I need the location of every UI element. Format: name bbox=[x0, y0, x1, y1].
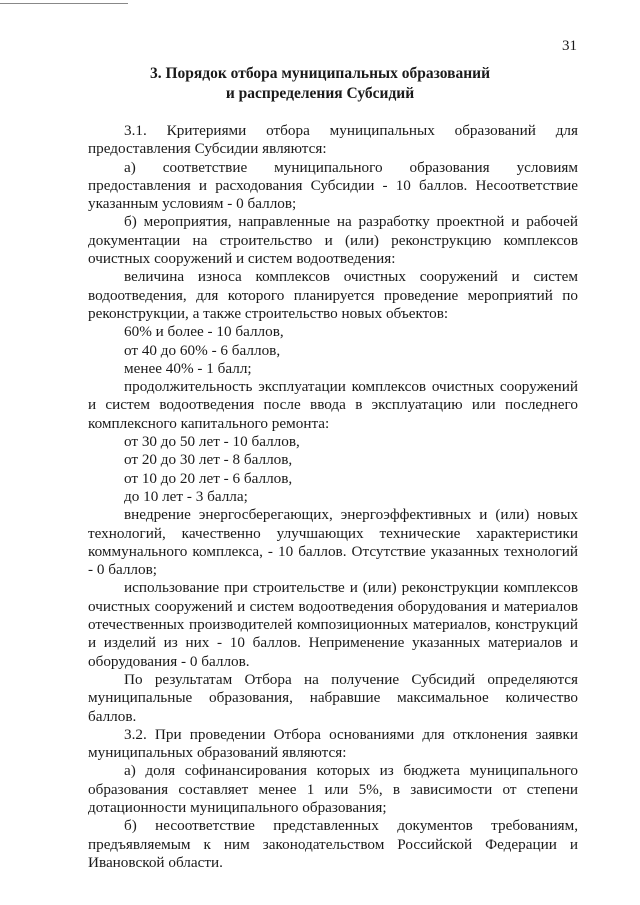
heading-line-2: и распределения Субсидий bbox=[225, 85, 415, 102]
section-heading bbox=[0, 64, 640, 104]
paragraph: 3.1. Критериями отбора муниципальных образований для предоставления Субсидии являются: bbox=[88, 122, 578, 158]
paragraph: По результатам Отбора на получение Субсидий определяются муниципальные образования, набравшие максимальное количество баллов. bbox=[88, 670, 578, 725]
top-rule bbox=[0, 3, 128, 4]
list-item: менее 40% - 1 балл; bbox=[124, 359, 252, 377]
paragraph: а) соответствие муниципального образования условиям предоставления и расходования Субсидии - 10 баллов. Несоответствие указанным условиям - 0 баллов; bbox=[88, 158, 578, 213]
paragraph: б) несоответствие представленных документов требованиям, предъявляемым к ним законодательством Российской Федерации и Ивановской области. bbox=[88, 817, 578, 871]
page-number: 31 bbox=[562, 38, 577, 54]
list-item: от 30 до 50 лет - 10 баллов, bbox=[124, 433, 300, 451]
heading-line-1: 3. Порядок отбора муниципальных образований bbox=[149, 65, 491, 82]
paragraph: а) доля софинансирования которых из бюджета муниципального образования составляет менее 1 или 5%, в зависимости от степени дотационности муниципального образования; bbox=[88, 762, 578, 816]
list-item: от 40 до 60% - 6 баллов, bbox=[124, 341, 281, 359]
paragraph: б) мероприятия, направленные на разработку проектной и рабочей документации на строительство и (или) реконструкцию комплексов очистных сооружений и систем водоотведения: bbox=[88, 213, 578, 268]
list-item: от 10 до 20 лет - 6 баллов, bbox=[124, 469, 293, 487]
paragraph: 3.2. При проведении Отбора основаниями для отклонения заявки муниципальных образований являются: bbox=[88, 725, 578, 762]
paragraph: продолжительность эксплуатации комплексов очистных сооружений и систем водоотведения после ввода в эксплуатацию или последнего комплексного капитального ремонта: bbox=[88, 378, 578, 432]
paragraph: использование при строительстве и (или) реконструкции комплексов очистных сооружений и систем водоотведения оборудования и материалов отечественных производителей композиционных материалов, конструкций и изделий из них - 10 баллов. Неприменение указанных материалов и оборудования - 0 баллов. bbox=[88, 579, 578, 670]
document-body bbox=[88, 120, 578, 872]
list-item: от 20 до 30 лет - 8 баллов, bbox=[124, 451, 293, 469]
list-item: до 10 лет - 3 балла; bbox=[124, 487, 248, 505]
paragraph: внедрение энергосберегающих, энергоэффективных и (или) новых технологий, качественно улучшающих технические характеристики коммунального комплекса, - 10 баллов. Отсутствие указанных технологий - 0 баллов; bbox=[88, 506, 578, 579]
paragraph: величина износа комплексов очистных сооружений и систем водоотведения, для которого планируется проведение мероприятий по реконструкции, а также строительство новых объектов: bbox=[88, 268, 578, 322]
list-item: 60% и более - 10 баллов, bbox=[124, 323, 284, 341]
